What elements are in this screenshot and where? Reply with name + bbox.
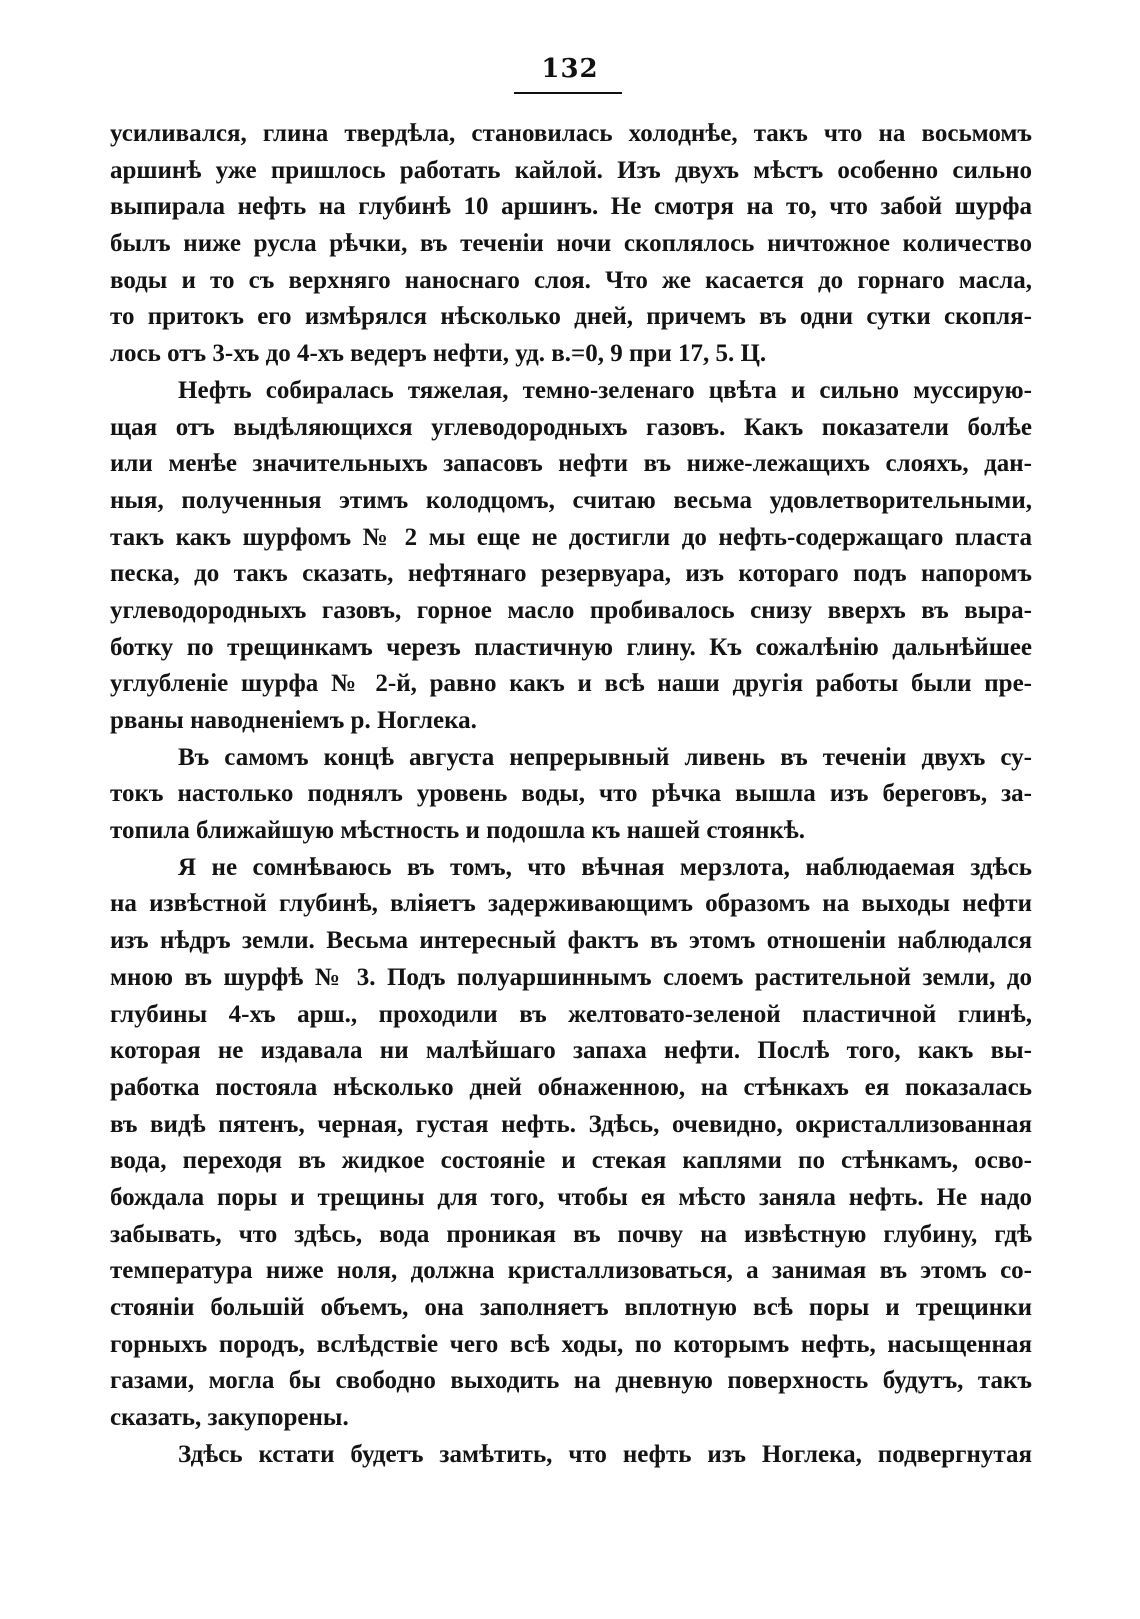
text-line: на извѣстной глубинѣ, вліяетъ задерживающимъ образомъ на выходы нефти xyxy=(110,890,1032,918)
page-header xyxy=(0,52,1140,86)
text-line: стояніи большій объемъ, она заполняетъ вплотную всѣ поры и трещинки xyxy=(110,1294,1032,1321)
text-line: то притокъ его измѣрялся нѣсколько дней, причемъ въ одни сутки скопля- xyxy=(110,303,1032,331)
text-line: газами, могла бы свободно выходить на дневную поверхность будутъ, такъ xyxy=(110,1367,1032,1395)
body-text xyxy=(110,116,1032,1473)
text-line: аршинѣ уже пришлось работать кайлой. Изъ двухъ мѣстъ особенно сильно xyxy=(110,156,1032,184)
text-line: горныхъ породъ, вслѣдствіе чего всѣ ходы, по которымъ нефть, насыщенная xyxy=(110,1330,1032,1358)
text-line: токъ настолько поднялъ уровень воды, что рѣчка вышла изъ береговъ, за- xyxy=(110,780,1032,808)
page-number-underline xyxy=(514,92,622,94)
text-line: воды и то съ верхняго наноснаго слоя. Что же касается до горнаго масла, xyxy=(110,266,1032,294)
text-line: ныя, полученныя этимъ колодцомъ, считаю весьма удовлетворительными, xyxy=(110,486,1032,514)
paragraph-first-line: Въ самомъ концѣ августа непрерывный ливень въ теченіи двухъ су- xyxy=(178,743,1032,771)
text-line: углеводородныхъ газовъ, горное масло пробивалось снизу вверхъ въ выра- xyxy=(110,596,1032,624)
text-line: углубленіе шурфа № 2-й, равно какъ и всѣ наши другія работы были пре- xyxy=(110,670,1032,698)
text-line: сказать, закупорены. xyxy=(110,1404,349,1432)
text-line: песка, до такъ сказать, нефтянаго резервуара, изъ котораго подъ напоромъ xyxy=(110,560,1032,588)
text-line: въ видѣ пятенъ, черная, густая нефть. Здѣсь, очевидно, окристаллизованная xyxy=(110,1110,1032,1138)
text-line: забывать, что здѣсь, вода проникая въ почву на извѣстную глубину, гдѣ xyxy=(110,1220,1032,1248)
text-line: бождала поры и трещины для того, чтобы ея мѣсто заняла нефть. Не надо xyxy=(110,1183,1032,1211)
text-line: или менѣе значительныхъ запасовъ нефти въ ниже-лежащихъ слояхъ, дан- xyxy=(110,450,1032,478)
page-number: 132 xyxy=(541,54,599,84)
text-line: выпирала нефть на глубинѣ 10 аршинъ. Не смотря на то, что забой шурфа xyxy=(110,193,1032,221)
text-line: ботку по трещинкамъ черезъ пластичную глину. Къ сожалѣнію дальнѣйшее xyxy=(110,633,1032,661)
paragraph-first-line: Здѣсь кстати будетъ замѣтить, что нефть изъ Ноглека, подвергнутая xyxy=(178,1440,1032,1468)
text-line: изъ нѣдръ земли. Весьма интересный фактъ въ этомъ отношеніи наблюдался xyxy=(110,927,1032,955)
text-line: которая не издавала ни малѣйшаго запаха нефти. Послѣ того, какъ вы- xyxy=(110,1037,1032,1065)
text-line: усиливался, глина твердѣла, становилась холоднѣе, такъ что на восьмомъ xyxy=(110,120,1032,147)
text-line: щая отъ выдѣляющихся углеводородныхъ газовъ. Какъ показатели болѣе xyxy=(110,413,1032,441)
text-line: вода, переходя въ жидкое состояніе и стекая каплями по стѣнкамъ, осво- xyxy=(110,1147,1032,1175)
text-line: работка постояла нѣсколько дней обнаженною, на стѣнкахъ ея показалась xyxy=(110,1073,1032,1101)
text-line: глубины 4-хъ арш., проходили въ желтовато-зеленой пластичной глинѣ, xyxy=(110,1000,1032,1028)
paragraph-first-line: Нефть собиралась тяжелая, темно-зеленаго цвѣта и сильно муссирую- xyxy=(178,376,1032,404)
text-line: былъ ниже русла рѣчки, въ теченіи ночи скоплялось ничтожное количество xyxy=(110,230,1032,258)
text-line: температура ниже ноля, должна кристаллизоваться, а занимая въ этомъ со- xyxy=(110,1257,1032,1285)
text-line: топила ближайшую мѣстность и подошла къ нашей стоянкѣ. xyxy=(110,817,806,845)
text-line: мною въ шурфѣ № 3. Подъ полуаршиннымъ слоемъ растительной земли, до xyxy=(110,963,1032,991)
text-line: такъ какъ шурфомъ № 2 мы еще не достигли до нефть-содержащаго пласта xyxy=(110,523,1032,551)
text-line: лось отъ 3-хъ до 4-хъ ведеръ нефти, уд. в.=0, 9 при 17, 5. Ц. xyxy=(110,340,767,368)
text-line: рваны наводненіемъ р. Ноглека. xyxy=(110,707,477,734)
paragraph-first-line: Я не сомнѣваюсь въ томъ, что вѣчная мерзлота, наблюдаемая здѣсь xyxy=(178,853,1032,881)
